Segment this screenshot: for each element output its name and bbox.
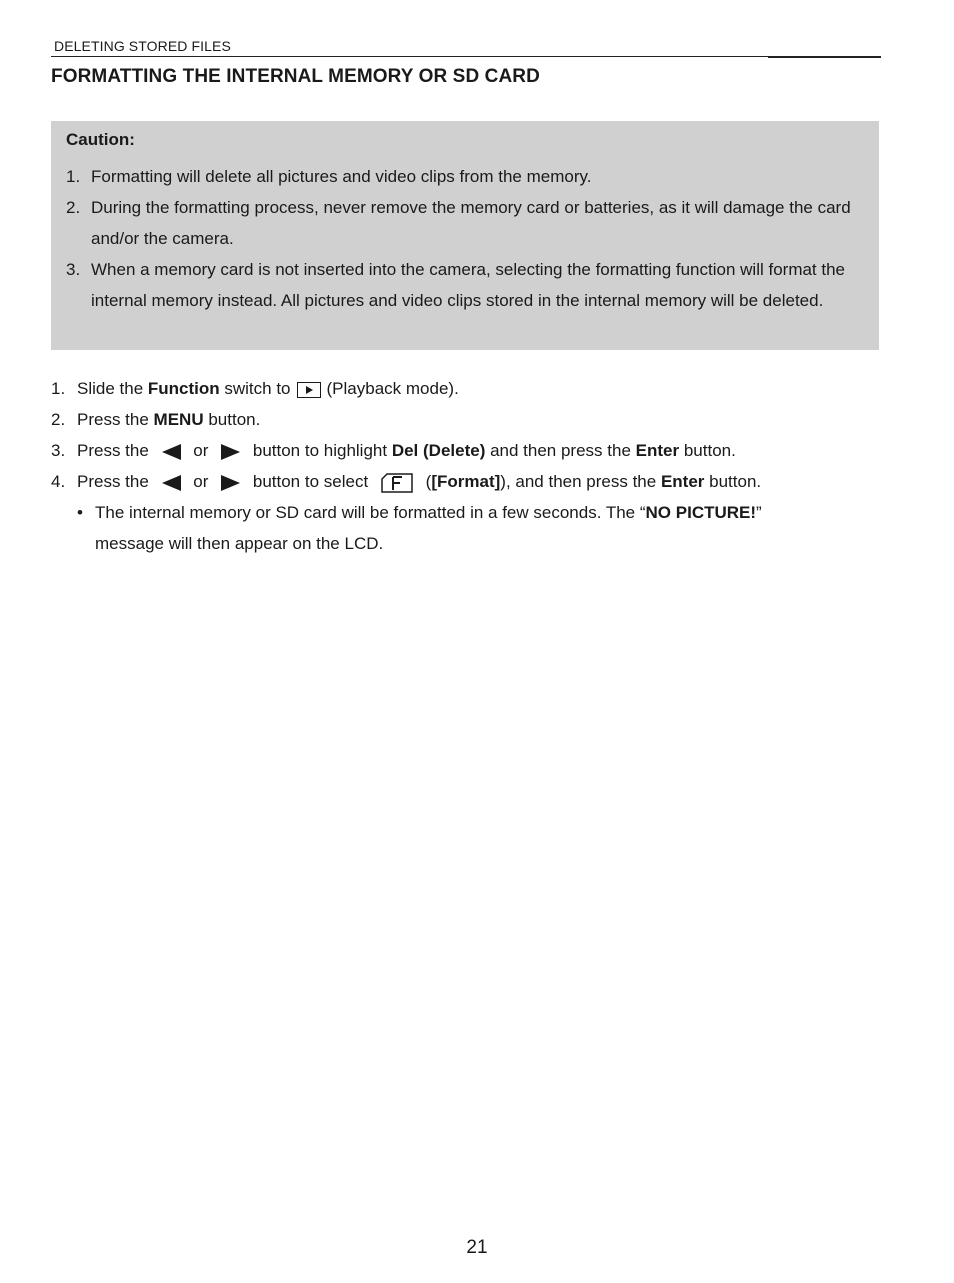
step-text-part: Press the [77, 472, 149, 491]
bullet-icon: • [77, 503, 83, 522]
step-text-part: switch to [219, 379, 291, 398]
playback-mode-icon [297, 382, 321, 398]
step-text-part: or [193, 472, 209, 491]
caution-item-text: Formatting will delete all pictures and video clips from the memory. [91, 167, 592, 186]
page-number: 21 [466, 1237, 488, 1258]
step-item [51, 373, 851, 404]
right-arrow-icon [221, 444, 240, 460]
format-label: [Format] [431, 472, 501, 491]
step-text-part: (Playback mode). [326, 379, 459, 398]
format-icon [381, 473, 413, 493]
page-title: FORMATTING THE INTERNAL MEMORY OR SD CARD [51, 66, 540, 87]
function-label: Function [147, 379, 220, 398]
right-arrow-icon [221, 475, 240, 491]
step-text-part: button. [203, 410, 261, 429]
enter-label: Enter [635, 441, 680, 460]
step-item [51, 435, 851, 466]
menu-label: MENU [153, 410, 204, 429]
step-text [77, 404, 260, 435]
left-arrow-icon [162, 475, 181, 491]
caution-item-text: During the formatting process, never remove the memory card or batteries, as it will damage the card and/or the camera. [91, 198, 851, 248]
step-text-part: button to highlight [252, 441, 392, 460]
steps-list [51, 373, 851, 559]
caution-list [66, 161, 856, 316]
step-text [77, 435, 736, 466]
caution-item-number: 3. [66, 260, 81, 279]
caution-item [66, 161, 856, 192]
step-text-part: button. [679, 441, 736, 460]
left-arrow-icon [162, 444, 181, 460]
step-number: 2. [51, 410, 66, 429]
caution-title: Caution: [66, 130, 135, 149]
step-text-part: button. [704, 472, 762, 491]
caution-item [66, 192, 856, 254]
header-rule-accent [768, 56, 881, 58]
caution-item [66, 254, 856, 316]
caution-item-number: 1. [66, 167, 81, 186]
no-picture-label: NO PICTURE! [645, 503, 757, 522]
step-number: 3. [51, 441, 66, 460]
caution-item-number: 2. [66, 198, 81, 217]
enter-label: Enter [660, 472, 705, 491]
step-text-part: ( [425, 472, 432, 491]
section-label: DELETING STORED FILES [54, 38, 231, 54]
header-rule [51, 56, 881, 57]
note-text-part: The internal memory or SD card will be formatted in a few seconds. The “ [95, 503, 646, 522]
note-text-part: ” message will then appear on the LCD. [95, 503, 762, 553]
step-text [77, 373, 459, 404]
note-row [51, 497, 835, 559]
step-text-part: or [193, 441, 209, 460]
caution-box [51, 121, 879, 350]
step-item [51, 404, 851, 435]
step-text-part: ), and then press the [500, 472, 661, 491]
step-number: 4. [51, 472, 66, 491]
step-text-part: button to select [252, 472, 369, 491]
del-label: Del (Delete) [391, 441, 486, 460]
step-text-part: Press the [77, 441, 149, 460]
step-text [77, 466, 761, 497]
step-number: 1. [51, 379, 66, 398]
step-text-part: Press the [77, 410, 154, 429]
step-item [51, 466, 851, 497]
note-text [95, 497, 835, 559]
step-text-part: and then press the [485, 441, 636, 460]
caution-item-text: When a memory card is not inserted into the camera, selecting the formatting function will format the internal memory instead. All pictures and video clips stored in the internal memory will be deleted. [91, 260, 846, 310]
step-text-part: Slide the [77, 379, 148, 398]
note-item [51, 497, 851, 559]
